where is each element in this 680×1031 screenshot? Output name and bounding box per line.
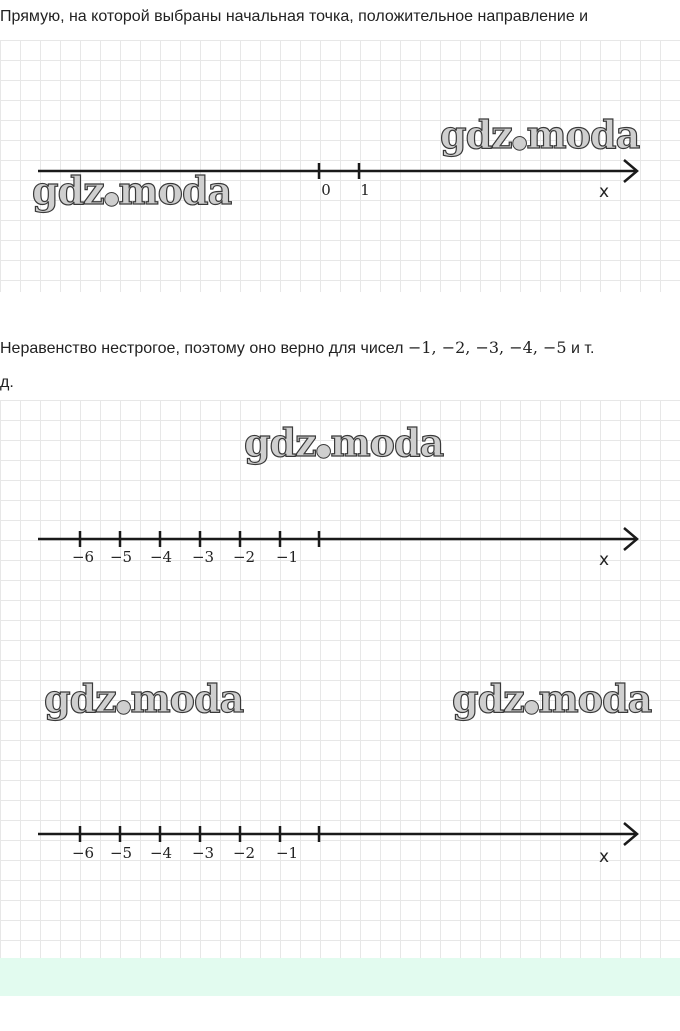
tick-label: −5 [109, 844, 133, 862]
tick-label: −6 [71, 548, 95, 566]
tick-label: −5 [109, 548, 133, 566]
number-line-2 [0, 400, 680, 660]
intro-text: Прямую, на которой выбраны начальная точка, положительное направление и [0, 8, 589, 25]
tick-label: −1 [275, 548, 299, 566]
axis-name-x: x [598, 847, 610, 867]
inequality-numbers: −1, −2, −3, −4, −5 [407, 338, 567, 357]
tick-label: −4 [149, 844, 173, 862]
footer-band [0, 958, 680, 996]
axis-name-x: x [598, 182, 610, 202]
tick-label: −2 [232, 844, 256, 862]
number-line-1 [0, 40, 680, 292]
number-line-panel-3 [0, 660, 680, 958]
watermark-logo: gdz●moda [452, 676, 652, 721]
tick-label: −1 [275, 844, 299, 862]
axis-name-x: x [598, 550, 610, 570]
inequality-text: Неравенство нестрогое, поэтому оно верно для чисел −1, −2, −3, −4, −5 и т. [0, 338, 595, 357]
inequality-text-line2: д. [0, 374, 14, 391]
watermark-logo: gdz●moda [44, 676, 244, 721]
tick-label: −2 [232, 548, 256, 566]
watermark-logo: gdz●moda [440, 112, 640, 157]
number-line-panel-2 [0, 400, 680, 660]
tick-label: −6 [71, 844, 95, 862]
tick-label: −3 [191, 548, 215, 566]
tick-label-1: 1 [360, 181, 370, 199]
tick-label: −3 [191, 844, 215, 862]
tick-label-0: 0 [321, 181, 331, 199]
watermark-logo: gdz●moda [32, 168, 232, 213]
number-line-panel-1 [0, 40, 680, 292]
watermark-logo: gdz●moda [244, 420, 444, 465]
number-line-3 [0, 660, 680, 958]
tick-label: −4 [149, 548, 173, 566]
